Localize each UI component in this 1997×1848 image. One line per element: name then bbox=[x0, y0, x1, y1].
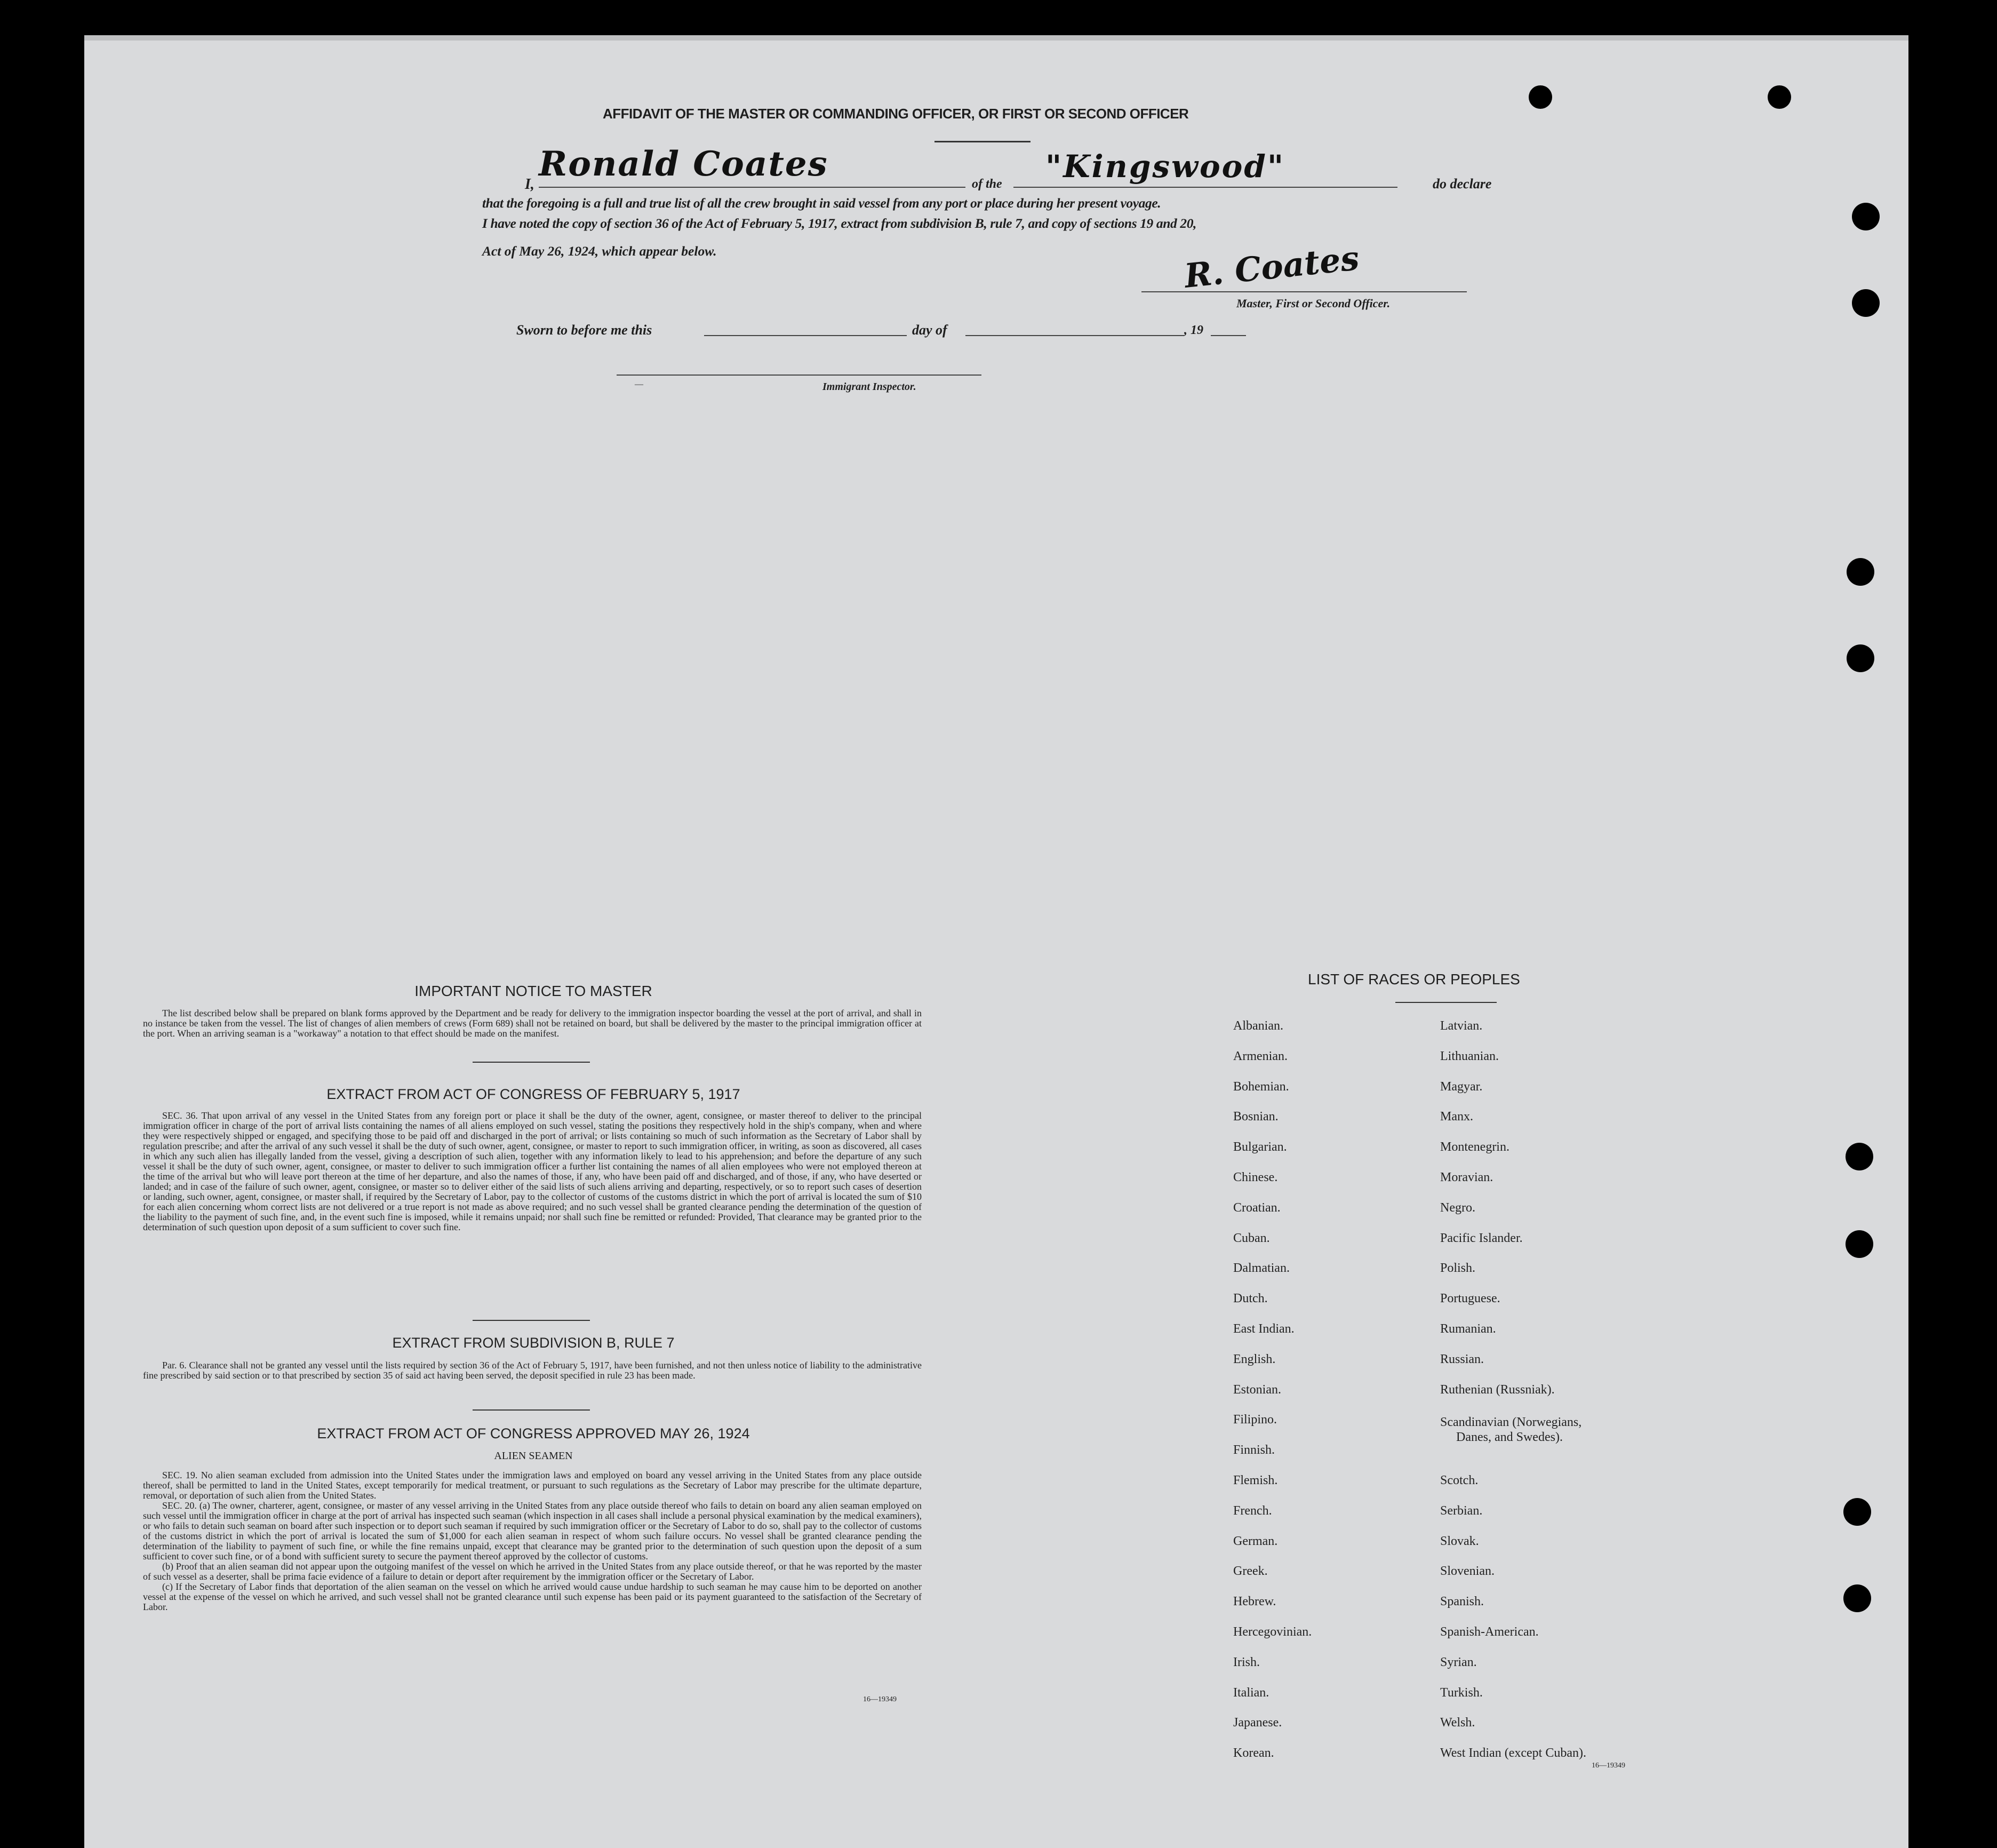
race-item: Negro. bbox=[1440, 1200, 1475, 1215]
master-signature: R. Coates bbox=[1183, 238, 1361, 296]
race-item: Scandinavian (Norwegians, bbox=[1440, 1415, 1582, 1430]
race-item: Syrian. bbox=[1440, 1655, 1477, 1669]
race-item: Dutch. bbox=[1233, 1292, 1268, 1306]
race-item: Cuban. bbox=[1233, 1231, 1270, 1245]
sworn-label: Sworn to before me this bbox=[516, 322, 652, 338]
race-item: Spanish-American. bbox=[1440, 1625, 1539, 1639]
race-item: German. bbox=[1233, 1534, 1278, 1548]
race-item: Japanese. bbox=[1233, 1716, 1282, 1730]
declarant-name-line bbox=[539, 187, 965, 188]
punch-hole bbox=[1846, 1230, 1873, 1258]
race-item: French. bbox=[1233, 1503, 1272, 1518]
race-item: Italian. bbox=[1233, 1685, 1269, 1700]
race-item: Russian. bbox=[1440, 1352, 1484, 1366]
punch-hole bbox=[1852, 289, 1880, 317]
race-item: Pacific Islander. bbox=[1440, 1231, 1523, 1245]
punch-hole bbox=[1843, 1584, 1871, 1612]
race-item: Armenian. bbox=[1233, 1049, 1288, 1063]
race-item: Turkish. bbox=[1440, 1685, 1483, 1700]
immigrant-inspector-label: Immigrant Inspector. bbox=[822, 381, 916, 393]
race-item: Albanian. bbox=[1233, 1019, 1283, 1033]
race-item: Estonian. bbox=[1233, 1382, 1281, 1397]
notice-title: IMPORTANT NOTICE TO MASTER bbox=[414, 983, 652, 999]
race-item: Montenegrin. bbox=[1440, 1140, 1509, 1154]
notice-text bbox=[143, 1008, 922, 1039]
rule-7-title: EXTRACT FROM SUBDIVISION B, RULE 7 bbox=[392, 1335, 675, 1351]
race-item: Korean. bbox=[1233, 1746, 1274, 1761]
race-item: English. bbox=[1233, 1352, 1276, 1366]
rule-7-paragraph: Par. 6. Clearance shall not be granted any vessel until the lists required by section 36 of the Act of February 5, 1917, have been furnished, and not then unless notice of liability to the administrative fine prescribed by said section or to that prescribed by section 35 of said act having been served, the deposit specified in rule 23 has been made. bbox=[143, 1360, 922, 1381]
race-item: Hercegovinian. bbox=[1233, 1625, 1312, 1639]
sworn-date-line bbox=[704, 335, 907, 336]
alien-seamen-subtitle: ALIEN SEAMEN bbox=[494, 1450, 573, 1462]
affidavit-heading: AFFIDAVIT OF THE MASTER OR COMMANDING OFFICER, OR FIRST OR SECOND OFFICER bbox=[603, 106, 1189, 122]
section-19-paragraph: SEC. 19. No alien seaman excluded from admission into the United States under the immigration laws and employed on board any vessel arriving in the United States from any place outside thereof, shall be permitted to land in the United States, except temporarily for medical treatment, or pursuant to such regulations as the Secretary of Labor may prescribe for the ultimate departure, removal, or deportation of such alien from the United States. bbox=[143, 1470, 922, 1501]
page-top-edge bbox=[84, 35, 1908, 41]
race-item: Slovenian. bbox=[1440, 1564, 1495, 1579]
of-the-label: of the bbox=[972, 177, 1002, 191]
race-item: Flemish. bbox=[1233, 1473, 1278, 1487]
signature-line bbox=[1141, 291, 1467, 292]
race-item: Portuguese. bbox=[1440, 1292, 1500, 1306]
do-declare-label: do declare bbox=[1433, 176, 1492, 192]
race-item: Bohemian. bbox=[1233, 1079, 1289, 1094]
race-item: Chinese. bbox=[1233, 1170, 1278, 1184]
race-item: East Indian. bbox=[1233, 1322, 1295, 1336]
extract-1917-text bbox=[143, 1111, 922, 1232]
race-item: Danes, and Swedes). bbox=[1456, 1430, 1563, 1445]
year-line bbox=[1211, 335, 1246, 336]
heading-divider bbox=[934, 141, 1031, 142]
race-item: Ruthenian (Russniak). bbox=[1440, 1382, 1555, 1397]
races-divider bbox=[1395, 1002, 1497, 1003]
form-number-left: 16—19349 bbox=[863, 1695, 897, 1703]
form-number-right: 16—19349 bbox=[1592, 1762, 1625, 1770]
extract-1917-title: EXTRACT FROM ACT OF CONGRESS OF FEBRUARY 5, 1917 bbox=[326, 1086, 740, 1102]
race-item: Rumanian. bbox=[1440, 1322, 1496, 1336]
races-title: LIST OF RACES OR PEOPLES bbox=[1308, 971, 1520, 987]
race-item: Irish. bbox=[1233, 1655, 1260, 1669]
punch-hole bbox=[1847, 644, 1874, 672]
race-item: Moravian. bbox=[1440, 1170, 1493, 1184]
rule-7-text bbox=[143, 1360, 922, 1381]
race-item: Spanish. bbox=[1440, 1595, 1484, 1609]
race-item: Lithuanian. bbox=[1440, 1049, 1499, 1063]
race-item: Welsh. bbox=[1440, 1716, 1475, 1730]
inspector-mark: — bbox=[635, 380, 643, 389]
notice-divider bbox=[473, 1062, 590, 1063]
punch-hole bbox=[1529, 85, 1552, 109]
month-line bbox=[965, 335, 1184, 336]
affidavit-i: I, bbox=[525, 176, 534, 193]
extract-1924-title: EXTRACT FROM ACT OF CONGRESS APPROVED MAY 26, 1924 bbox=[317, 1425, 750, 1441]
vessel-name-line bbox=[1013, 187, 1397, 188]
vessel-name: "Kingswood" bbox=[1045, 148, 1285, 185]
affidavit-line-3: I have noted the copy of section 36 of the Act of February 5, 1917, extract from subdivision B, rule 7, and copy of sections 19 and 20, bbox=[482, 216, 1197, 231]
signature-title: Master, First or Second Officer. bbox=[1236, 297, 1391, 310]
race-item: Hebrew. bbox=[1233, 1595, 1276, 1609]
affidavit-line-2: that the foregoing is a full and true list of all the crew brought in said vessel from any port or place during her present voyage. bbox=[482, 195, 1161, 211]
race-item: Serbian. bbox=[1440, 1503, 1483, 1518]
race-item: Dalmatian. bbox=[1233, 1261, 1290, 1276]
declarant-name: Ronald Coates bbox=[539, 144, 828, 184]
race-item: Magyar. bbox=[1440, 1079, 1483, 1094]
race-item: Croatian. bbox=[1233, 1200, 1281, 1215]
race-item: Scotch. bbox=[1440, 1473, 1479, 1487]
affidavit-line-4: Act of May 26, 1924, which appear below. bbox=[482, 243, 717, 259]
year-label: , 19 bbox=[1184, 323, 1203, 337]
rule-7-divider bbox=[473, 1409, 590, 1411]
punch-hole bbox=[1768, 85, 1791, 109]
race-item: West Indian (except Cuban). bbox=[1440, 1746, 1586, 1761]
section-20c-paragraph: (c) If the Secretary of Labor finds that deportation of the alien seaman on the vessel on which he arrived would cause undue hardship to such seaman he may cause him to be deported on another vessel at the expense of the vessel on which he arrived, and such vessel shall not be granted clearance until such expense has been paid or its payment guaranteed to the satisfaction of the Secretary of Labor. bbox=[143, 1581, 922, 1612]
race-item: Bulgarian. bbox=[1233, 1140, 1287, 1154]
section-36-paragraph: SEC. 36. That upon arrival of any vessel in the United States from any foreign port or place it shall be the duty of the owner, agent, consignee, or master thereof to deliver to the principal immigration officer in charge of the port of arrival lists containing the names of all aliens employed on such vessel, stating the positions they respectively hold in the ship's company, when and where they were respectively shipped or engaged, and specifying those to be paid off and discharged in the port of arrival; or lists containing so much of such information as the Secretary of Labor shall by regulation prescribe; and after the arrival of any such vessel it shall be the duty of such owner, agent, consignee, or master to report to such immigration officer, in writing, as soon as discovered, all cases in which any such alien has illegally landed from the vessel, giving a description of such alien, together with any information likely to lead to his apprehension; and before the departure of any such vessel it shall be the duty of such owner, agent, consignee, or master to deliver to such immigration officer a further list containing the names of all alien employees who were not employed thereon at the time of the arrival but who will leave port thereon at the time of her departure, and also the names of those, if any, who have been paid off and discharged, and of those, if any, who have deserted or landed; and in case of the failure of such owner, agent, consignee, or master so to deliver either of the said lists of such aliens arriving and departing, respectively, or so to report such cases of desertion or landing, such owner, agent, consignee, or master shall, if required by the Secretary of Labor, pay to the collector of customs of the customs district in which the port of arrival is located the sum of $10 for each alien concerning whom correct lists are not delivered or a true report is not made as above required; and no such vessel shall be granted clearance pending the determination of the question of the liability to the payment of such fine, and, in the event such fine is imposed, while it remains unpaid; nor shall such fine be remitted or refunded: Provided, That clearance may be granted prior to the determination of such question upon deposit of a sum sufficient to cover such fine. bbox=[143, 1110, 922, 1232]
race-item: Latvian. bbox=[1440, 1019, 1483, 1033]
extract-1924-text bbox=[143, 1470, 922, 1612]
punch-hole bbox=[1846, 1143, 1873, 1170]
race-item: Slovak. bbox=[1440, 1534, 1479, 1548]
day-of-label: day of bbox=[912, 322, 947, 338]
notice-paragraph: The list described below shall be prepared on blank forms approved by the Department and be ready for delivery to the immigration inspector boarding the vessel at the port of arrival, and shall in no instance be taken from the vessel. The list of changes of alien members of crews (Form 689) shall not be retained on board, but shall be delivered by the master to the principal immigration officer at the port. When an arriving seaman is a "workaway" a notation to that effect should be made on the manifest. bbox=[143, 1008, 922, 1039]
inspector-signature-line bbox=[617, 375, 981, 376]
punch-hole bbox=[1852, 203, 1880, 230]
race-item: Filipino. bbox=[1233, 1413, 1277, 1427]
punch-hole bbox=[1847, 558, 1874, 586]
punch-hole bbox=[1843, 1498, 1871, 1526]
race-item: Greek. bbox=[1233, 1564, 1268, 1579]
race-item: Polish. bbox=[1440, 1261, 1476, 1276]
extract-1917-divider bbox=[473, 1320, 590, 1321]
race-item: Bosnian. bbox=[1233, 1110, 1279, 1124]
race-item: Manx. bbox=[1440, 1110, 1473, 1124]
section-20a-paragraph: SEC. 20. (a) The owner, charterer, agent, consignee, or master of any vessel arriving in the United States from any place outside thereof who fails to detain on board any alien seaman employed on such vessel until the immigration officer in charge at the port of arrival has inspected such seaman (which inspection in all cases shall include a personal physical examination by the medical examiners), or who fails to detain such seaman on board after such inspection or to deport such seaman if required by such immigration officer or the Secretary of Labor to do so, shall pay to the collector of customs of the customs district in which the port of arrival is located the sum of $1,000 for each alien seaman in respect of whom such failure occurs. No vessel shall be granted clearance pending the determination of the liability to payment of such fine, or while the fine remains unpaid, except that clearance may be granted prior to the determination of such question upon the deposit of a sum sufficient to cover such fine, or of a bond with sufficient surety to secure the payment thereof approved by the collector of customs. bbox=[143, 1500, 922, 1562]
race-item: Finnish. bbox=[1233, 1443, 1275, 1457]
section-20b-paragraph: (b) Proof that an alien seaman did not appear upon the outgoing manifest of the vessel on which he arrived in the United States from any place outside thereof, or that he was reported by the master of such vessel as a deserter, shall be prima facie evidence of a failure to detain or deport after requirement by the immigration officer or the Secretary of Labor. bbox=[143, 1561, 922, 1582]
